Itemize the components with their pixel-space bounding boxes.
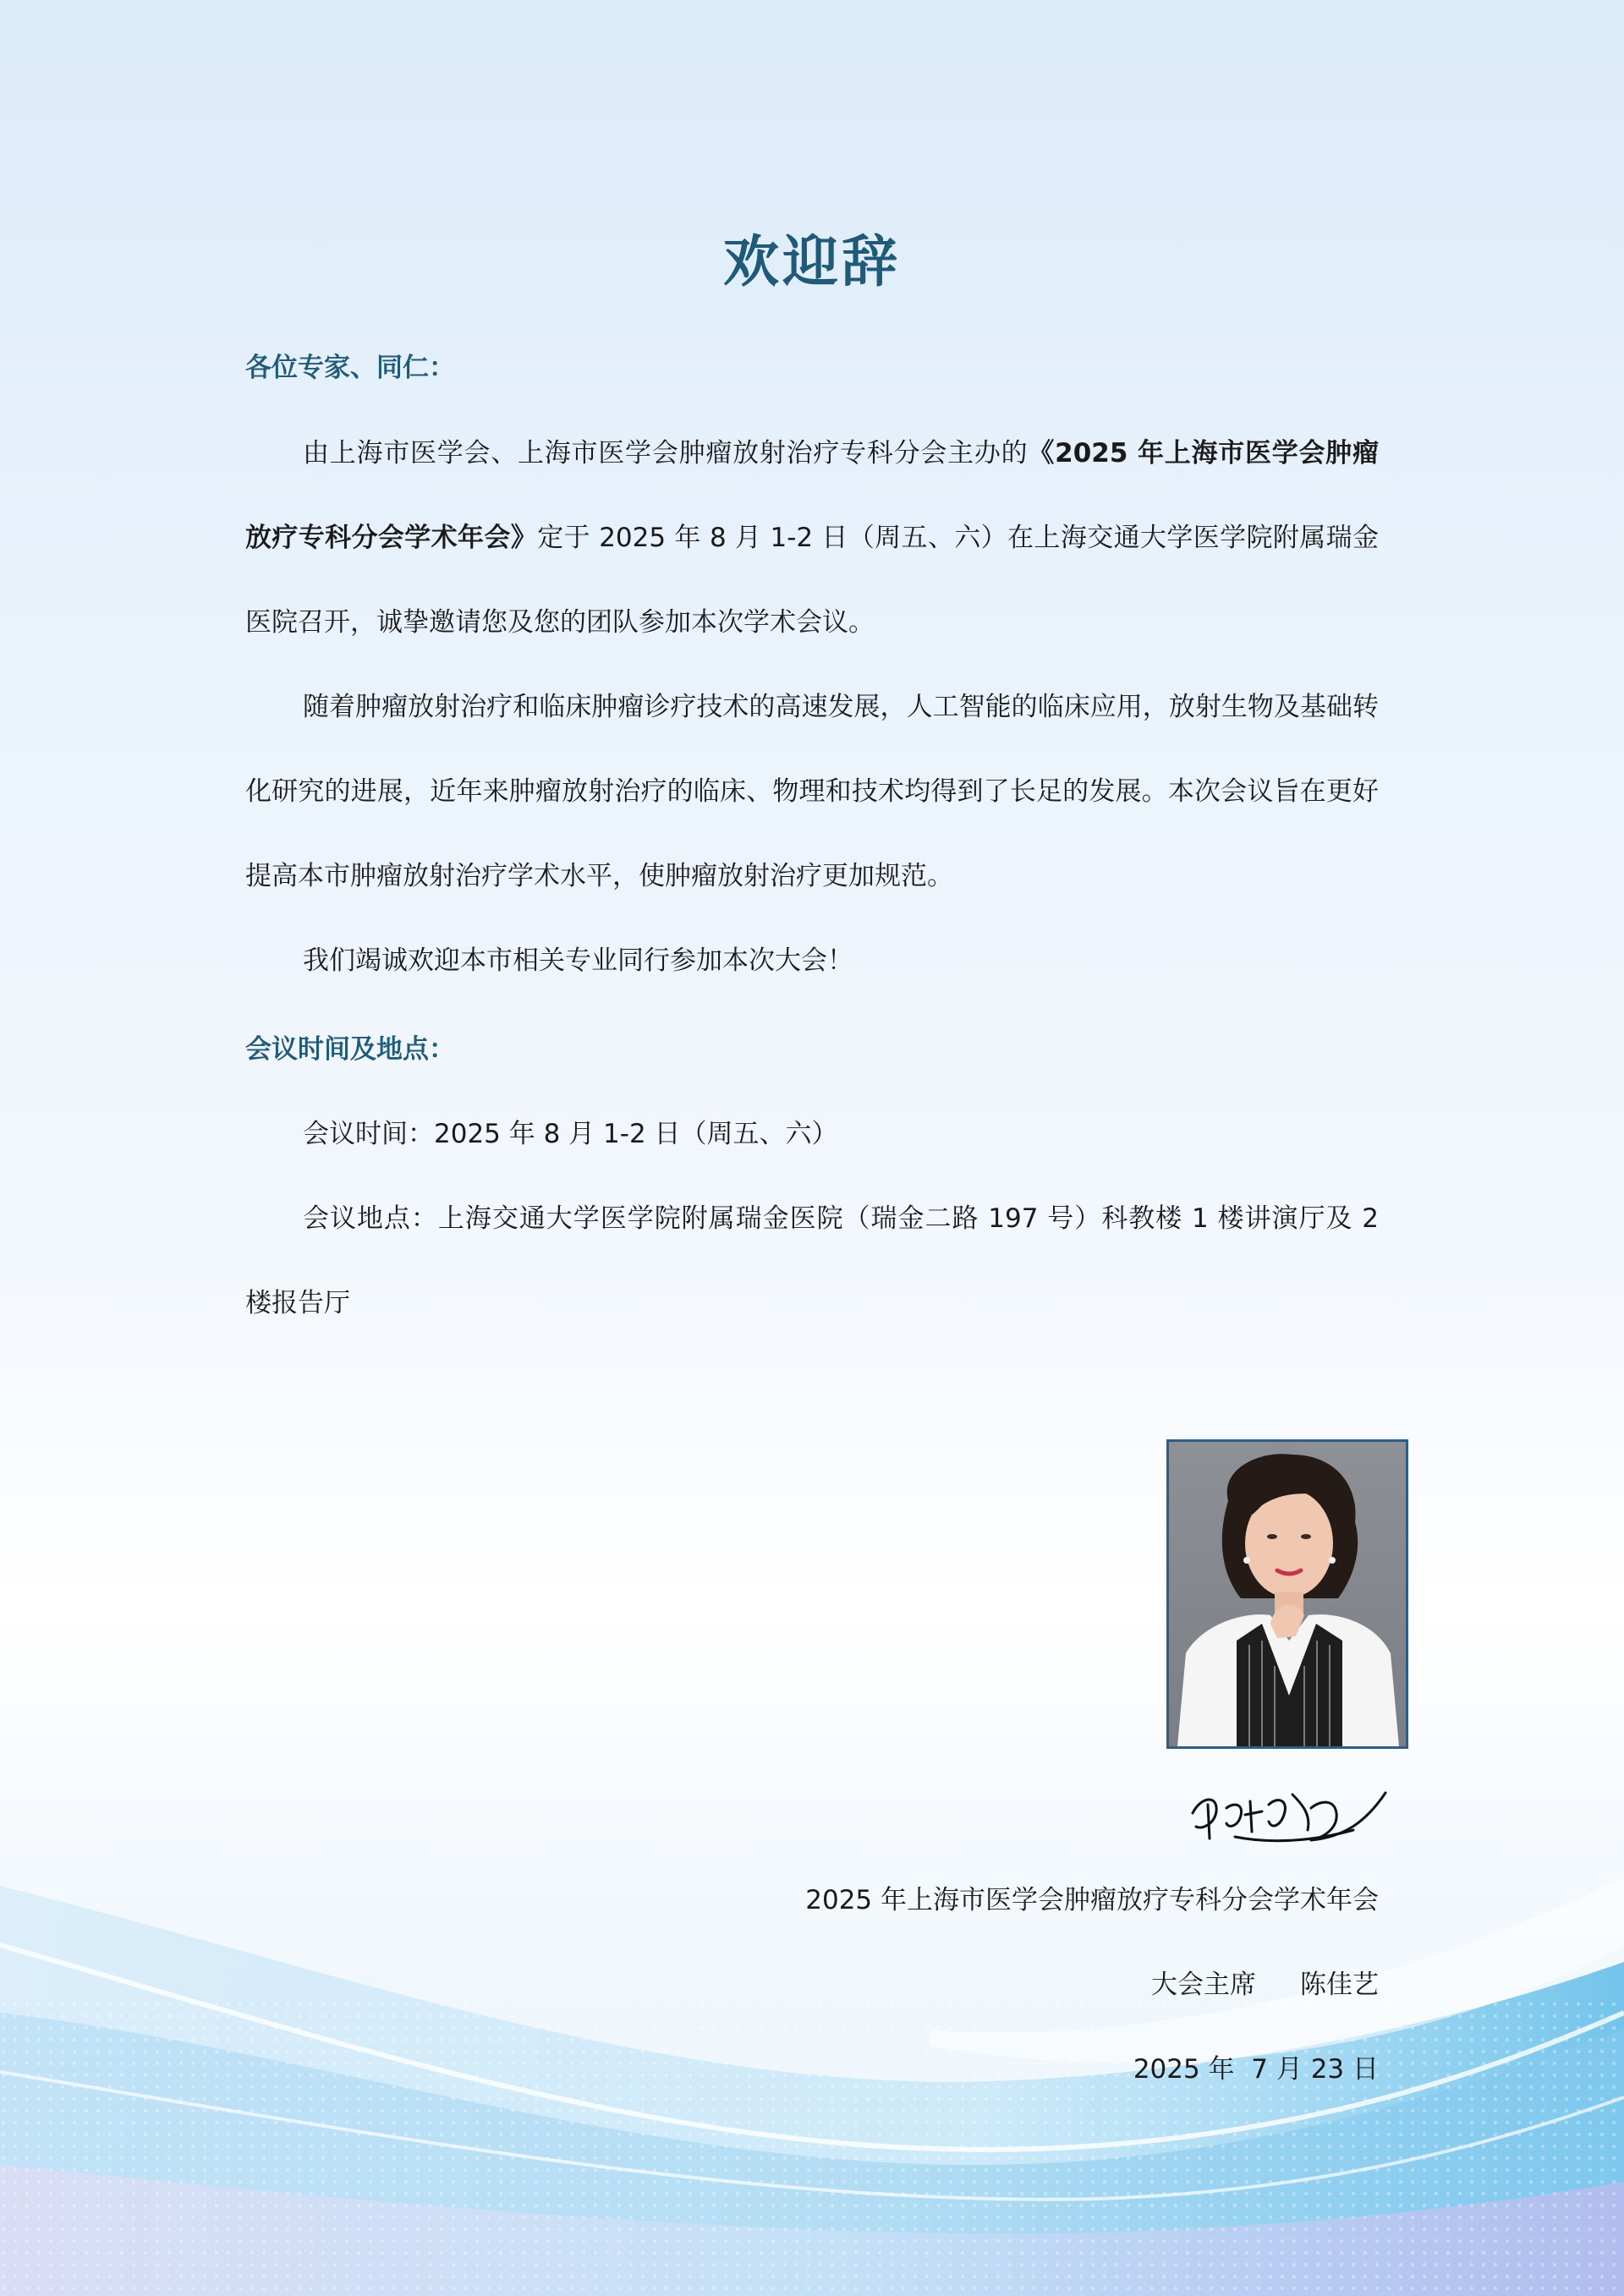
paragraph-background: 随着肿瘤放射治疗和临床肿瘤诊疗技术的高速发展，人工智能的临床应用，放射生物及基础转化研究的进展，近年来肿瘤放射治疗的临床、物理和技术均得到了长足的发展。本次会议旨在更好提高本市肿瘤放射治疗学术水平，使肿瘤放射治疗更加规范。 (245, 692, 1379, 891)
page-title: 欢迎辞 (723, 229, 901, 294)
portrait-image (1169, 1442, 1406, 1746)
chair-name: 陈佳艺 (1300, 1970, 1379, 2000)
closing-chair (1151, 1964, 1379, 2006)
closing-date: 2025 年 7 月 23 日 (1133, 2054, 1379, 2085)
paragraph-invitation-text-b: 定于 2025 年 8 月 1-2 日（周五、六）在上海交通大学医学院附属瑞金医院召开，诚挚邀请您及您的团队参加本次学术会议。 (245, 523, 1380, 638)
chair-portrait (1166, 1439, 1408, 1749)
paragraph-welcome: 我们竭诚欢迎本市相关专业同行参加本次大会！ (303, 945, 853, 976)
meeting-time: 会议时间：2025 年 8 月 1-2 日（周五、六） (303, 1119, 838, 1149)
closing-organization: 2025 年上海市医学会肿瘤放疗专科分会学术年会 (805, 1885, 1379, 1915)
chair-title: 大会主席 (1151, 1970, 1256, 2000)
paragraph-invitation (245, 411, 1379, 665)
paragraph-invitation-text-a: 由上海市医学会、上海市医学会肿瘤放射治疗专科分会主办的 (303, 438, 1029, 469)
letter-body (245, 411, 1379, 1003)
salutation: 各位专家、同仁： (245, 353, 455, 383)
meeting-venue: 会议地点：上海交通大学医学院附属瑞金医院（瑞金二路 197 号）科教楼 1 楼讲演厅及 2 楼报告厅 (245, 1203, 1379, 1318)
meeting-info-heading: 会议时间及地点： (245, 1034, 455, 1065)
conference-name: 《2025 年上海市医学会肿瘤放疗专科分会学术年会》 (245, 438, 1379, 553)
chair-signature (1184, 1771, 1396, 1852)
